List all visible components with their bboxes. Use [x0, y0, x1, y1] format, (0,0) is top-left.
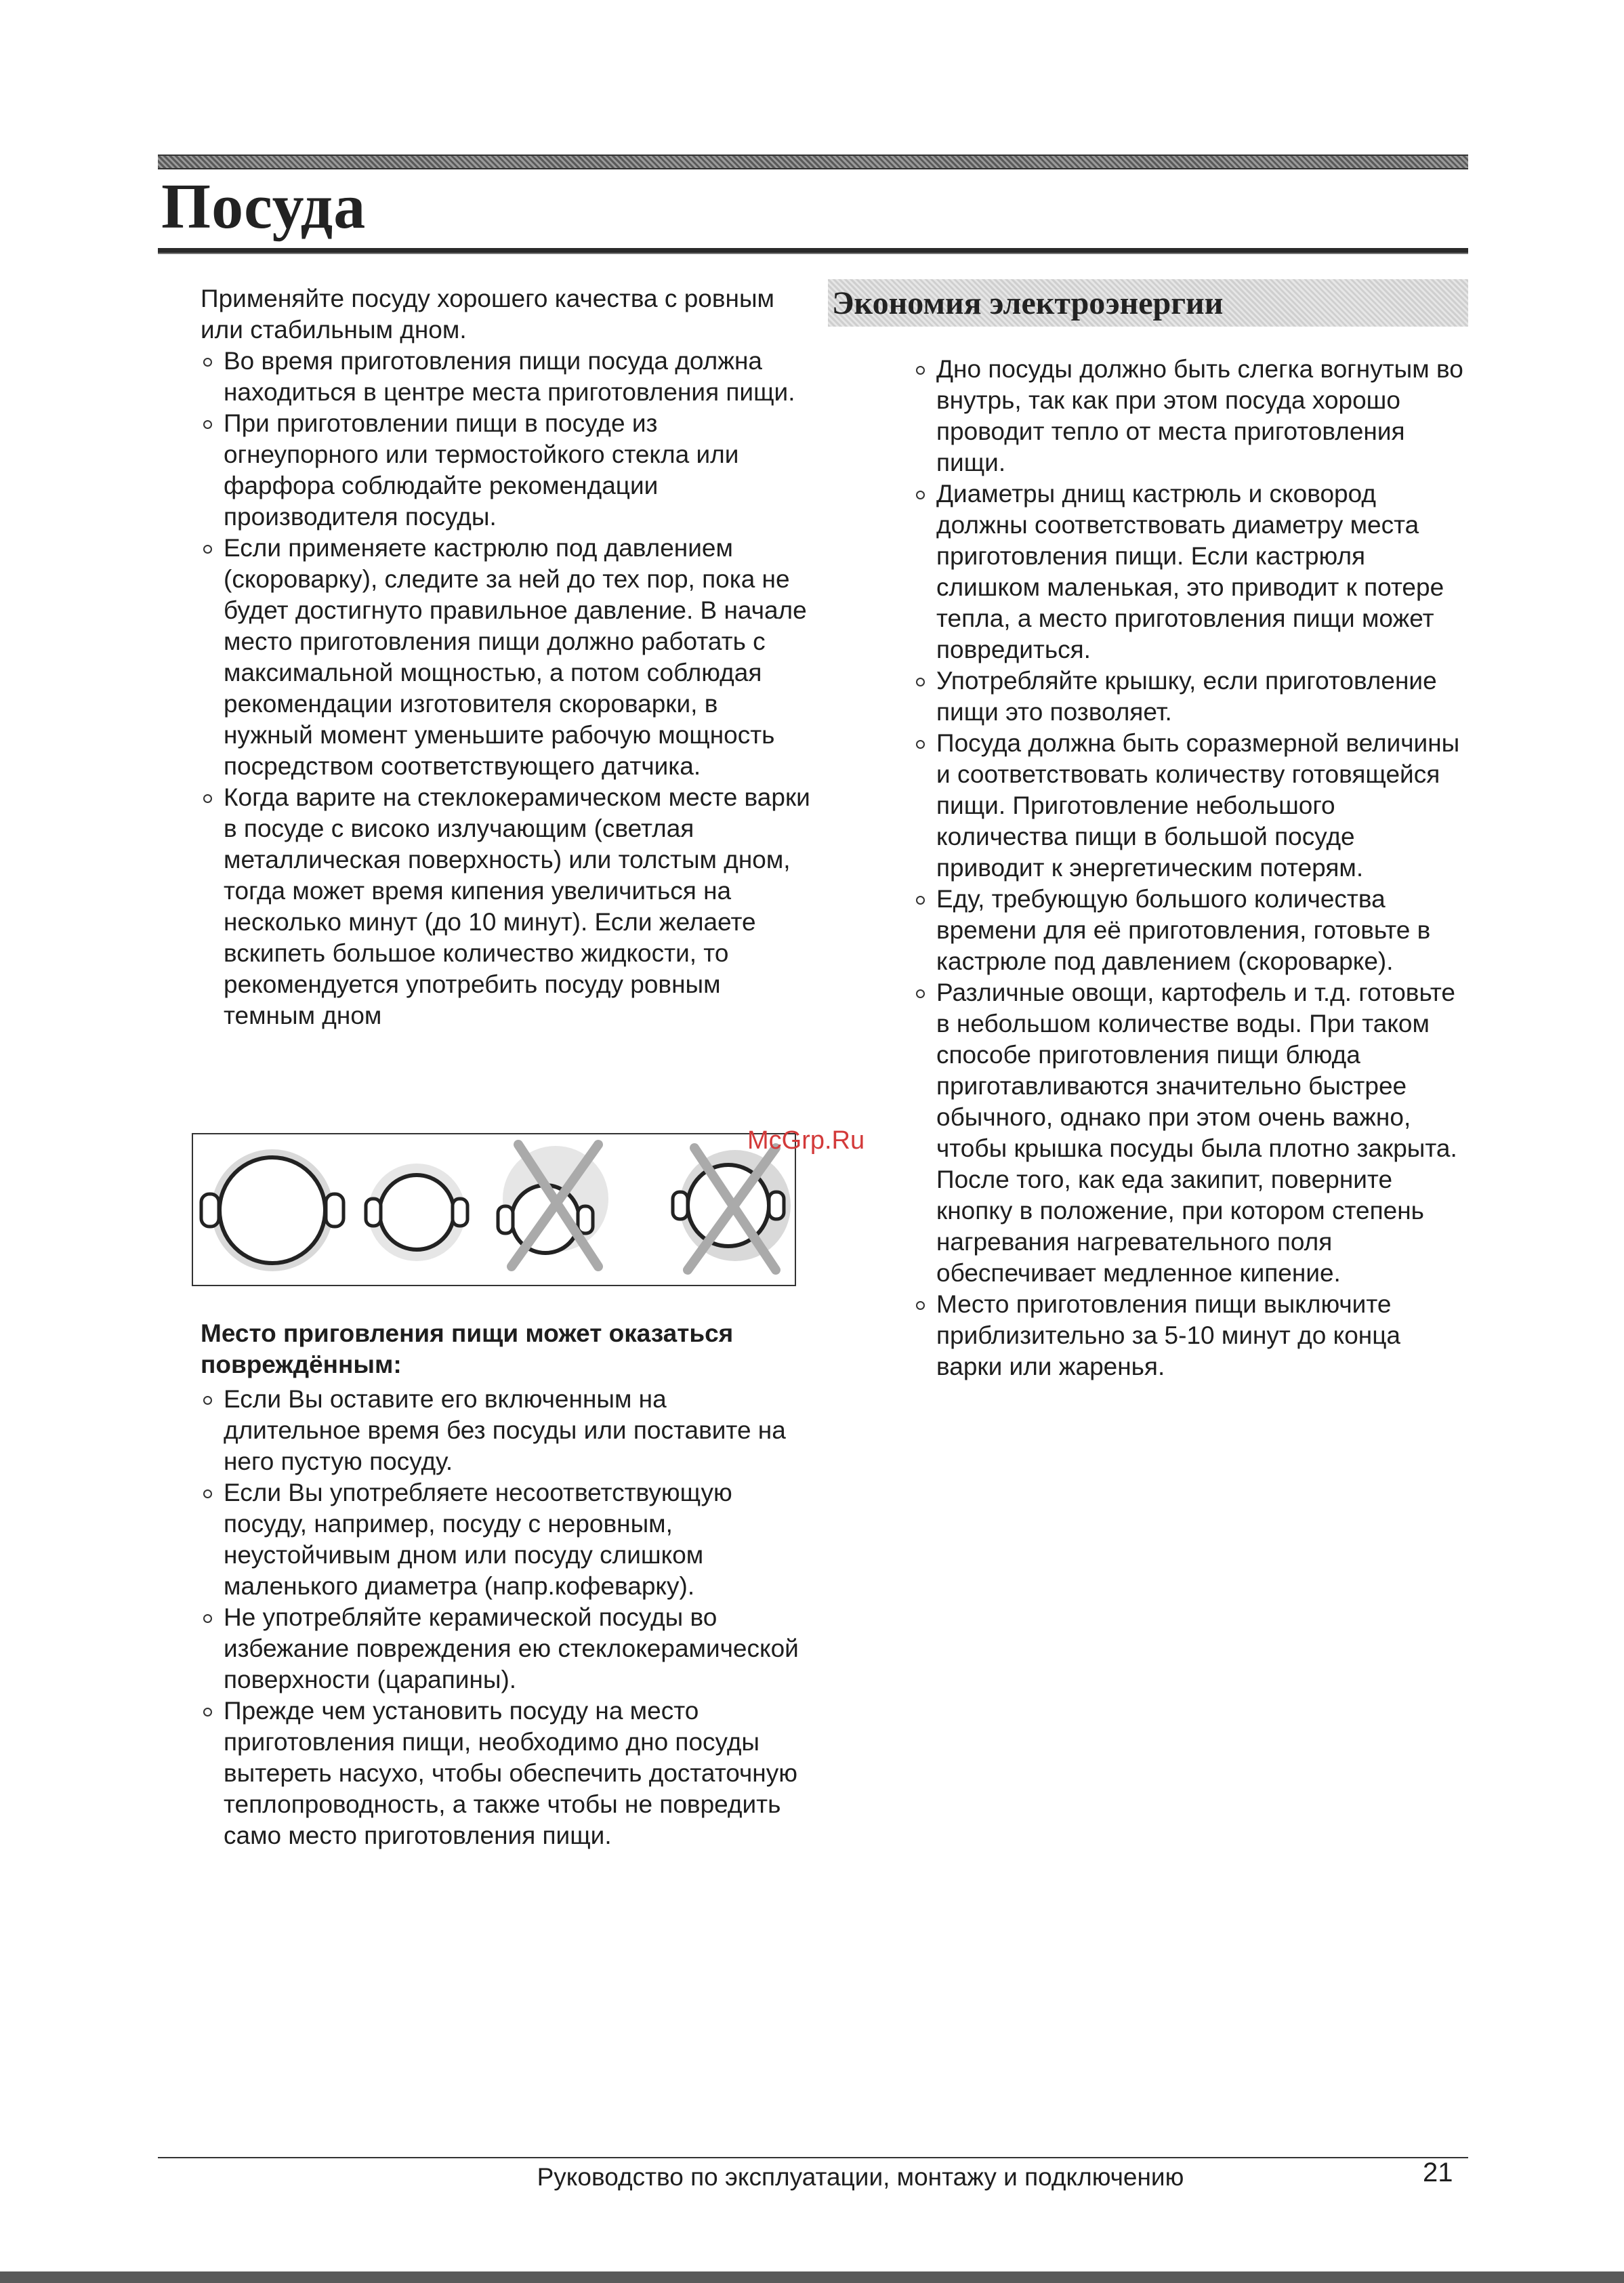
list-item: Если применяете кастрюлю под давлением (скороварку), следите за ней до тех пор, пока не будет достигнуто правильное давление. В начале место приготовления пищи должно работать с максимальной мощностью, а потом соблюдая рекомендации изготовителя скороварки, в нужный момент уменьшите рабочую мощность посредством соответствующего датчика.	[201, 533, 810, 782]
list-item: Не употребляйте керамической посуды во избежание повреждения ею стеклокерамической поверхности (царапины).	[201, 1602, 810, 1695]
cookware-placement-figure	[192, 1133, 796, 1286]
list-item: Дно посуды должно быть слегка вогнутым во внутрь, так как при этом посуда хорошо проводит тепло от места приготовления пищи.	[913, 354, 1467, 478]
footer-text: Руководство по эксплуатации, монтажу и подключению	[537, 2163, 1184, 2191]
energy-bullet-list	[913, 354, 1467, 1382]
list-item: Различные овощи, картофель и т.д. готовьте в небольшом количестве воды. При таком способе приготовления пищи блюда приготавливаются значительно быстрее обычного, однако при этом очень важно, чтобы крышка посуды была плотно закрыта. После того, как еда закипит, поверните кнопку в положение, при котором степень нагревания нагревательного поля обеспечивает медленное кипение.	[913, 977, 1467, 1289]
list-item: Прежде чем установить посуду на место приготовления пищи, необходимо дно посуды вытереть насухо, чтобы обеспечить достаточную теплопроводность, а также чтобы не повредить само место приготовления пищи.	[201, 1695, 810, 1851]
list-item: Еду, требующую большого количества времени для её приготовления, готовьте в кастрюле под давлением (скороварке).	[913, 884, 1467, 977]
list-item: Диаметры днищ кастрюль и сковород должны соответствовать диаметру места приготовления пищи. Если кастрюля слишком маленькая, это приводит к потере тепла, а место приготовления пищи может повредиться.	[913, 478, 1467, 665]
list-item: Когда варите на стеклокерамическом месте варки в посуде с високо излучающим (светлая металлическая поверхность) или толстым дном, тогда может время кипения увеличиться на несколько минут (до 10 минут). Если желаете вскипеть большое количество жидкости, то рекомендуется употребить посуду ровным темным дном	[201, 782, 810, 1031]
title-rule	[158, 248, 1468, 254]
pot-large-offcenter-wrong-icon	[673, 1148, 791, 1270]
list-item: Если Вы оставите его включенным на длительное время без посуды или поставите на него пустую посуду.	[201, 1384, 810, 1477]
pot-large-correct-icon	[201, 1149, 343, 1271]
right-column	[828, 279, 1468, 1380]
page-title: Посуда	[161, 171, 367, 242]
page-number: 21	[1423, 2158, 1453, 2187]
left-column	[201, 283, 810, 1031]
cookware-bullet-list	[201, 346, 810, 1031]
footer-rule	[158, 2157, 1468, 2158]
header-hatch-bar	[158, 155, 1468, 169]
list-item: Если Вы употребляете несоответствующую посуду, например, посуду с неровным, неустойчивым дном или посуду слишком маленького диаметра (напр.кофеварку).	[201, 1477, 810, 1602]
watermark: McGrp.Ru	[747, 1126, 865, 1155]
damage-bullet-list	[201, 1384, 810, 1851]
pot-small-offcenter-wrong-icon	[498, 1145, 608, 1267]
damage-heading: Место приговления пищи может оказаться повреждённым:	[201, 1319, 734, 1378]
list-item: Место приготовления пищи выключите приблизительно за 5-10 минут до конца варки или жаренья.	[913, 1289, 1467, 1382]
energy-saving-heading: Экономия электроэнергии	[828, 279, 1468, 327]
pot-small-correct-icon	[366, 1164, 467, 1261]
list-item: При приготовлении пищи в посуде из огнеупорного или термостойкого стекла или фарфора соблюдайте рекомендации производителя посуды.	[201, 408, 810, 533]
intro-text: Применяйте посуду хорошего качества с ровным или стабильным дном.	[201, 285, 774, 344]
damage-section	[201, 1384, 810, 1851]
list-item: Употребляйте крышку, если приготовление пищи это позволяет.	[913, 665, 1467, 728]
list-item: Посуда должна быть соразмерной величины и соответствовать количеству готовящейся пищи. Приготовление небольшого количества пищи в большой посуде приводит к энергетическим потерям.	[913, 728, 1467, 884]
scan-edge-bar	[0, 2271, 1624, 2283]
list-item: Во время приготовления пищи посуда должна находиться в центре места приготовления пищи.	[201, 346, 810, 408]
